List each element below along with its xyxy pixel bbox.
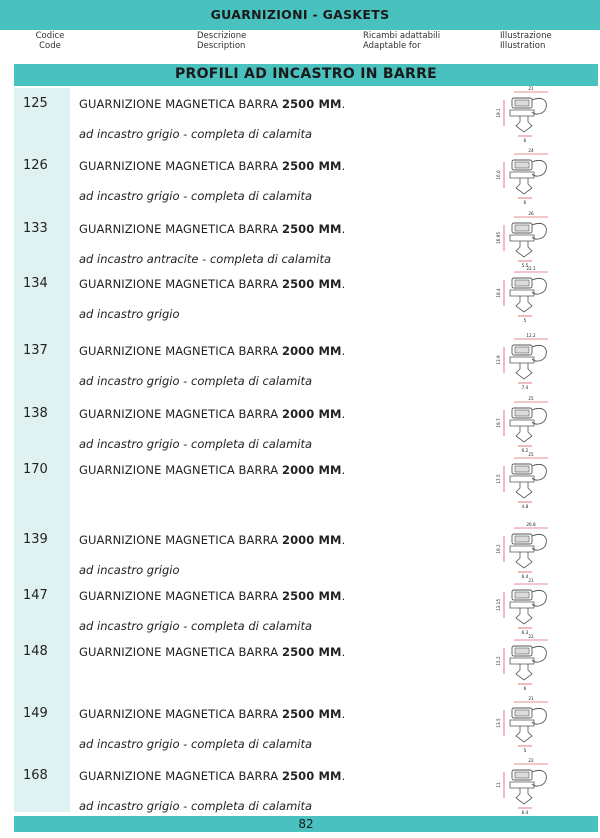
dimension-width-label: 26.8 [526,522,536,527]
dimension-width-label: 26 [528,211,534,216]
gasket-profile-illustration [488,211,558,271]
section-header [14,64,598,86]
product-note: ad incastro antracite - completa di calamita [79,252,332,266]
bar-length: 2000 MM [281,463,342,477]
dimension-height-label: 17.5 [496,474,501,484]
code-column-background [14,88,70,812]
dimension-height-label: 19.2 [496,544,501,554]
gasket-profile-illustration [488,758,558,818]
dimension-height-label: 19.7 [496,418,501,428]
column-header-code-en: Code [39,41,61,51]
description-suffix: . [341,222,346,236]
product-note: ad incastro grigio [79,563,180,577]
dimension-height-label: 16.95 [496,232,501,244]
product-code: 138 [23,406,48,421]
description-suffix: . [341,277,346,291]
product-code: 139 [23,532,48,547]
description-prefix: GUARNIZIONE MAGNETICA BARRA [79,344,282,358]
dimension-base-label: 6.4 [521,810,529,815]
bar-length: 2500 MM [281,222,342,236]
gasket-profile-illustration [488,634,558,694]
dimension-height-label: 16.0 [496,170,501,180]
dimension-width-label: 24 [528,148,534,153]
description-prefix: GUARNIZIONE MAGNETICA BARRA [79,533,282,547]
product-code: 170 [23,462,48,477]
product-note: ad incastro grigio - completa di calamita [79,189,313,203]
bar-length: 2500 MM [281,97,342,111]
dimension-base-label: 6.4 [521,574,529,579]
bar-length: 2500 MM [281,159,342,173]
gasket-profile-illustration [488,452,558,512]
gasket-profile-illustration [488,333,558,393]
bar-length: 2500 MM [281,769,342,783]
dimension-width-label: 21 [528,696,534,701]
description-prefix: GUARNIZIONE MAGNETICA BARRA [79,707,282,721]
dimension-height-label: 19.1 [496,108,501,118]
description-suffix: . [341,159,346,173]
description-prefix: GUARNIZIONE MAGNETICA BARRA [79,589,282,603]
product-note: ad incastro grigio [79,307,180,321]
gasket-profile-illustration [488,86,558,146]
header-bar [0,0,600,30]
product-description [79,277,345,291]
column-header-adaptable [363,31,440,53]
product-note: ad incastro grigio - completa di calamita [79,437,313,451]
dimension-width-label: 22 [528,758,534,763]
product-code: 133 [23,221,48,236]
dimension-base-label: 5 [523,748,527,753]
column-header-description-en: Description [197,41,246,51]
product-description [79,159,345,173]
bar-length: 2500 MM [281,589,342,603]
dimension-height-label: 13.9 [496,355,501,365]
dimension-height-label: 11 [496,782,501,788]
description-suffix: . [341,769,346,783]
gasket-profile-illustration [488,578,558,638]
column-header-description-it: Descrizione [197,31,247,41]
dimension-base-label: 6 [523,138,527,143]
dimension-width-label: 12.2 [526,333,536,338]
product-code: 148 [23,644,48,659]
dimension-width-label: 21 [528,578,534,583]
description-suffix: . [341,645,346,659]
bar-length: 2500 MM [281,645,342,659]
product-code: 134 [23,276,48,291]
column-header-code-it: Codice [35,31,65,41]
dimension-width-label: 21 [528,86,534,91]
description-suffix: . [341,407,346,421]
description-prefix: GUARNIZIONE MAGNETICA BARRA [79,159,282,173]
bar-length: 2500 MM [281,277,342,291]
description-suffix: . [341,589,346,603]
column-header-illustration-it: Illustrazione [500,31,552,41]
description-suffix: . [341,344,346,358]
description-suffix: . [341,533,346,547]
page-number: 82 [298,817,314,831]
product-note: ad incastro grigio - completa di calamita [79,799,313,813]
gasket-profile-illustration [488,148,558,208]
product-description [79,769,345,783]
column-header-adaptable-it: Ricambi adattabili [363,31,441,41]
page-title: GUARNIZIONI - GASKETS [210,7,390,22]
dimension-width-label: 22.1 [526,266,536,271]
product-code: 147 [23,588,48,603]
dimension-base-label: 5.5 [521,263,529,268]
product-description [79,645,345,659]
dimension-width-label: 25 [528,396,534,401]
product-note: ad incastro grigio - completa di calamita [79,127,313,141]
description-prefix: GUARNIZIONE MAGNETICA BARRA [79,222,282,236]
description-prefix: GUARNIZIONE MAGNETICA BARRA [79,277,282,291]
product-description [79,407,345,421]
column-header-code [30,31,70,53]
column-header-illustration [500,31,552,53]
bar-length: 2500 MM [281,707,342,721]
bar-length: 2000 MM [281,344,342,358]
product-code: 168 [23,768,48,783]
dimension-height-label: 13.5 [496,718,501,728]
description-prefix: GUARNIZIONE MAGNETICA BARRA [79,407,282,421]
description-suffix: . [341,97,346,111]
dimension-height-label: 13.15 [496,599,501,611]
dimension-base-label: 6.2 [521,448,529,453]
product-description [79,344,345,358]
dimension-base-label: 6 [523,200,527,205]
dimension-width-label: 22 [528,634,534,639]
gasket-profile-illustration [488,396,558,456]
product-description [79,97,345,111]
dimension-base-label: 5 [523,318,527,323]
product-code: 137 [23,343,48,358]
dimension-base-label: 6.3 [521,630,529,635]
dimension-base-label: 4.8 [521,504,529,509]
product-note: ad incastro grigio - completa di calamita [79,619,313,633]
gasket-profile-illustration [488,522,558,582]
description-suffix: . [341,707,346,721]
bar-length: 2000 MM [281,533,342,547]
product-code: 126 [23,158,48,173]
dimension-height-label: 15.2 [496,656,501,666]
product-description [79,222,345,236]
column-header-description [197,31,246,53]
description-prefix: GUARNIZIONE MAGNETICA BARRA [79,645,282,659]
section-title: PROFILI AD INCASTRO IN BARRE [174,66,438,82]
dimension-base-label: 7.4 [521,385,529,390]
product-description [79,707,345,721]
column-header-adaptable-en: Adaptable for [363,41,421,51]
dimension-height-label: 18.4 [496,288,501,298]
product-description [79,589,345,603]
gasket-profile-illustration [488,266,558,326]
description-prefix: GUARNIZIONE MAGNETICA BARRA [79,97,282,111]
description-prefix: GUARNIZIONE MAGNETICA BARRA [79,769,282,783]
footer-bar [14,816,598,832]
product-description [79,463,345,477]
product-note: ad incastro grigio - completa di calamita [79,737,313,751]
column-header-illustration-en: Illustration [500,41,546,51]
dimension-base-label: 6 [523,686,527,691]
product-code: 149 [23,706,48,721]
product-code: 125 [23,96,48,111]
product-note: ad incastro grigio - completa di calamita [79,374,313,388]
dimension-width-label: 25 [528,452,534,457]
description-suffix: . [341,463,346,477]
product-description [79,533,345,547]
description-prefix: GUARNIZIONE MAGNETICA BARRA [79,463,282,477]
gasket-profile-illustration [488,696,558,756]
bar-length: 2000 MM [281,407,342,421]
